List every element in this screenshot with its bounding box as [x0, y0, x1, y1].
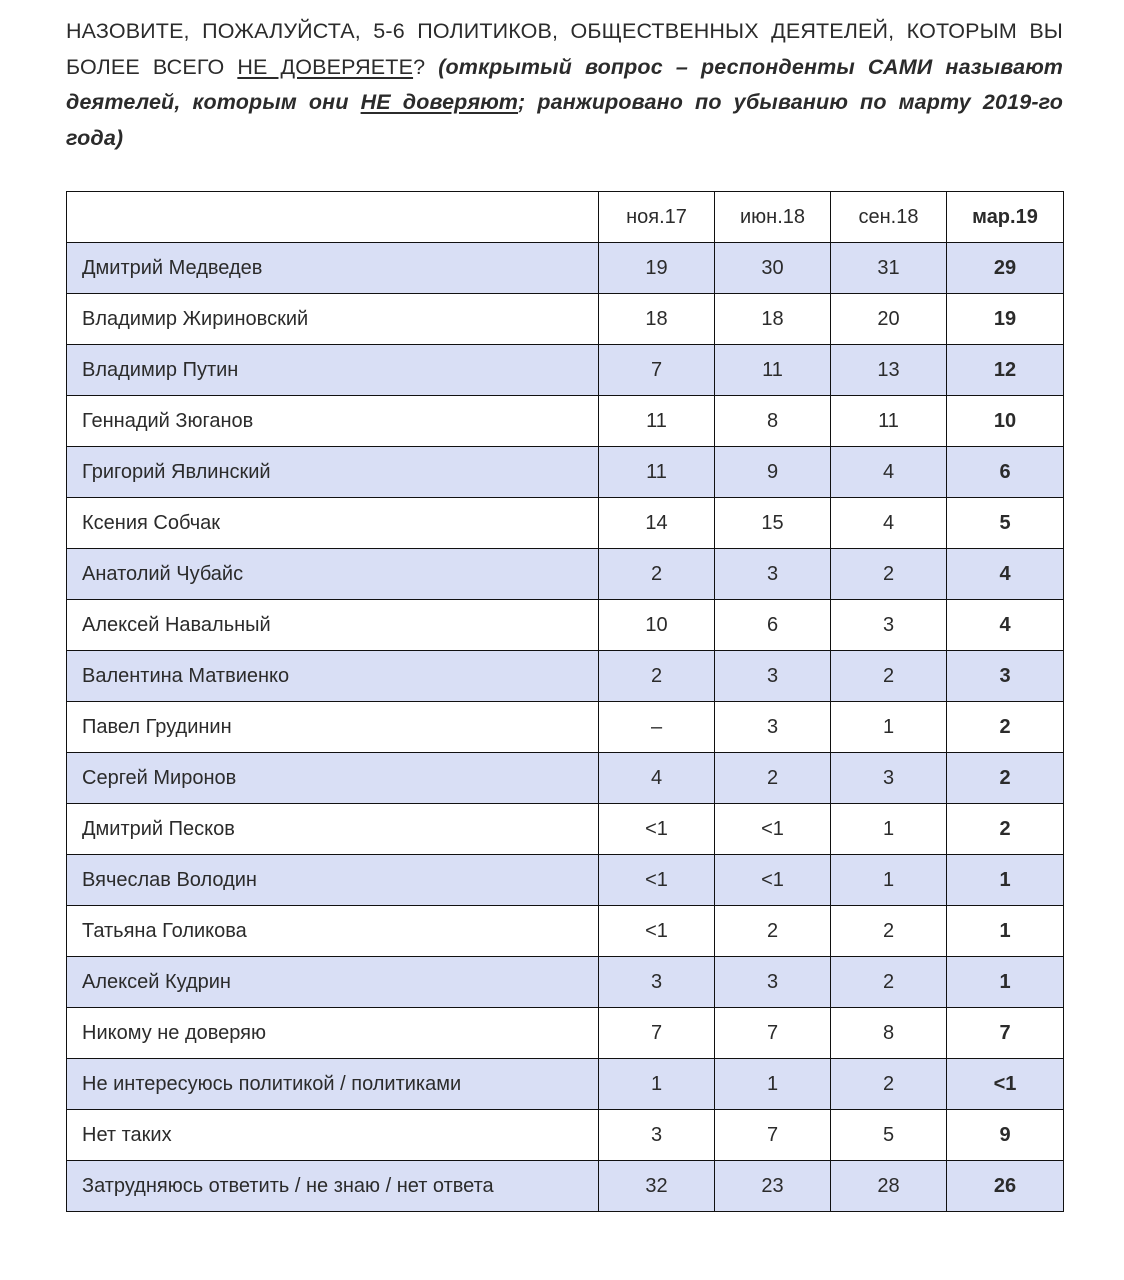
value-cell: –: [599, 702, 715, 753]
row-label: Анатолий Чубайс: [67, 549, 599, 600]
value-cell: 28: [831, 1161, 947, 1212]
row-label: Никому не доверяю: [67, 1008, 599, 1059]
row-label: Затрудняюсь ответить / не знаю / нет ответа: [67, 1161, 599, 1212]
value-cell: 20: [831, 294, 947, 345]
table-row: [67, 957, 1064, 1008]
value-cell: 4: [947, 549, 1064, 600]
row-label: Алексей Навальный: [67, 600, 599, 651]
value-cell: 18: [715, 294, 831, 345]
header-name-cell: [67, 192, 599, 243]
row-label: Нет таких: [67, 1110, 599, 1161]
question-heading: [66, 14, 1063, 156]
value-cell: 2: [947, 702, 1064, 753]
value-cell: 31: [831, 243, 947, 294]
value-cell: 9: [715, 447, 831, 498]
value-cell: 3: [947, 651, 1064, 702]
value-cell: 3: [715, 702, 831, 753]
value-cell: 10: [947, 396, 1064, 447]
value-cell: 1: [831, 855, 947, 906]
value-cell: 9: [947, 1110, 1064, 1161]
value-cell: 5: [831, 1110, 947, 1161]
value-cell: 2: [831, 957, 947, 1008]
note-emphasis: НЕ доверяют: [360, 90, 519, 114]
table-row: [67, 498, 1064, 549]
row-label: Григорий Явлинский: [67, 447, 599, 498]
value-cell: 6: [715, 600, 831, 651]
value-cell: 4: [831, 447, 947, 498]
value-cell: 2: [715, 753, 831, 804]
table-row: [67, 1059, 1064, 1110]
row-label: Геннадий Зюганов: [67, 396, 599, 447]
value-cell: 3: [599, 1110, 715, 1161]
value-cell: 11: [831, 396, 947, 447]
note-text-2: ; ранжировано по убыванию по марту 2019-го года): [66, 90, 1064, 150]
header-mar19: мар.19: [947, 192, 1064, 243]
value-cell: 2: [947, 804, 1064, 855]
value-cell: 2: [831, 906, 947, 957]
value-cell: 3: [831, 600, 947, 651]
table-row: [67, 702, 1064, 753]
table-row: [67, 294, 1064, 345]
value-cell: 7: [599, 345, 715, 396]
table-row: [67, 549, 1064, 600]
table-row: [67, 1008, 1064, 1059]
question-mark: ?: [413, 54, 439, 79]
header-nov17: ноя.17: [599, 192, 715, 243]
value-cell: 3: [831, 753, 947, 804]
value-cell: 6: [947, 447, 1064, 498]
value-cell: 23: [715, 1161, 831, 1212]
row-label: Владимир Путин: [67, 345, 599, 396]
value-cell: 30: [715, 243, 831, 294]
row-label: Дмитрий Песков: [67, 804, 599, 855]
value-cell: 4: [599, 753, 715, 804]
header-row: [67, 192, 1064, 243]
value-cell: 8: [715, 396, 831, 447]
poll-table-body: [67, 243, 1064, 1212]
value-cell: 1: [831, 804, 947, 855]
value-cell: 32: [599, 1161, 715, 1212]
table-row: [67, 1110, 1064, 1161]
value-cell: 19: [599, 243, 715, 294]
value-cell: 2: [831, 549, 947, 600]
value-cell: 2: [947, 753, 1064, 804]
value-cell: 3: [715, 957, 831, 1008]
table-row: [67, 855, 1064, 906]
row-label: Владимир Жириновский: [67, 294, 599, 345]
table-row: [67, 600, 1064, 651]
row-label: Татьяна Голикова: [67, 906, 599, 957]
table-row: [67, 804, 1064, 855]
value-cell: <1: [599, 855, 715, 906]
table-row: [67, 906, 1064, 957]
table-row: [67, 243, 1064, 294]
header-jun18: июн.18: [715, 192, 831, 243]
value-cell: 3: [715, 651, 831, 702]
value-cell: 7: [715, 1110, 831, 1161]
question-text: НАЗОВИТЕ, ПОЖАЛУЙСТА, 5-6 ПОЛИТИКОВ, ОБЩЕСТВЕННЫХ ДЕЯТЕЛЕЙ, КОТОРЫМ ВЫ БОЛЕЕ ВСЕГО: [66, 19, 1063, 79]
row-label: Не интересуюсь политикой / политиками: [67, 1059, 599, 1110]
value-cell: 2: [831, 651, 947, 702]
row-label: Дмитрий Медведев: [67, 243, 599, 294]
value-cell: 11: [599, 447, 715, 498]
value-cell: <1: [947, 1059, 1064, 1110]
value-cell: 3: [599, 957, 715, 1008]
value-cell: 1: [947, 906, 1064, 957]
note-text-1: (открытый вопрос – респонденты САМИ называют деятелей, которым они: [66, 54, 1063, 114]
value-cell: 7: [715, 1008, 831, 1059]
table-row: [67, 447, 1064, 498]
header-sep18: сен.18: [831, 192, 947, 243]
value-cell: 11: [599, 396, 715, 447]
value-cell: 12: [947, 345, 1064, 396]
value-cell: 7: [947, 1008, 1064, 1059]
value-cell: 11: [715, 345, 831, 396]
question-emphasis: НЕ ДОВЕРЯЕТЕ: [237, 54, 414, 79]
value-cell: 4: [947, 600, 1064, 651]
value-cell: 18: [599, 294, 715, 345]
row-label: Павел Грудинин: [67, 702, 599, 753]
value-cell: 1: [715, 1059, 831, 1110]
value-cell: 2: [831, 1059, 947, 1110]
row-label: Алексей Кудрин: [67, 957, 599, 1008]
table-row: [67, 753, 1064, 804]
value-cell: 26: [947, 1161, 1064, 1212]
row-label: Сергей Миронов: [67, 753, 599, 804]
value-cell: 14: [599, 498, 715, 549]
value-cell: <1: [599, 804, 715, 855]
value-cell: <1: [715, 804, 831, 855]
value-cell: 5: [947, 498, 1064, 549]
value-cell: 10: [599, 600, 715, 651]
table-row: [67, 396, 1064, 447]
value-cell: 7: [599, 1008, 715, 1059]
value-cell: 2: [715, 906, 831, 957]
row-label: Валентина Матвиенко: [67, 651, 599, 702]
value-cell: 19: [947, 294, 1064, 345]
poll-table: [66, 191, 1064, 1212]
row-label: Ксения Собчак: [67, 498, 599, 549]
value-cell: 1: [947, 855, 1064, 906]
value-cell: 1: [599, 1059, 715, 1110]
row-label: Вячеслав Володин: [67, 855, 599, 906]
table-row: [67, 651, 1064, 702]
value-cell: 8: [831, 1008, 947, 1059]
value-cell: <1: [599, 906, 715, 957]
table-row: [67, 1161, 1064, 1212]
value-cell: 2: [599, 651, 715, 702]
value-cell: 1: [947, 957, 1064, 1008]
value-cell: 15: [715, 498, 831, 549]
table-row: [67, 345, 1064, 396]
value-cell: 3: [715, 549, 831, 600]
value-cell: 2: [599, 549, 715, 600]
value-cell: 4: [831, 498, 947, 549]
value-cell: 13: [831, 345, 947, 396]
value-cell: <1: [715, 855, 831, 906]
value-cell: 29: [947, 243, 1064, 294]
value-cell: 1: [831, 702, 947, 753]
